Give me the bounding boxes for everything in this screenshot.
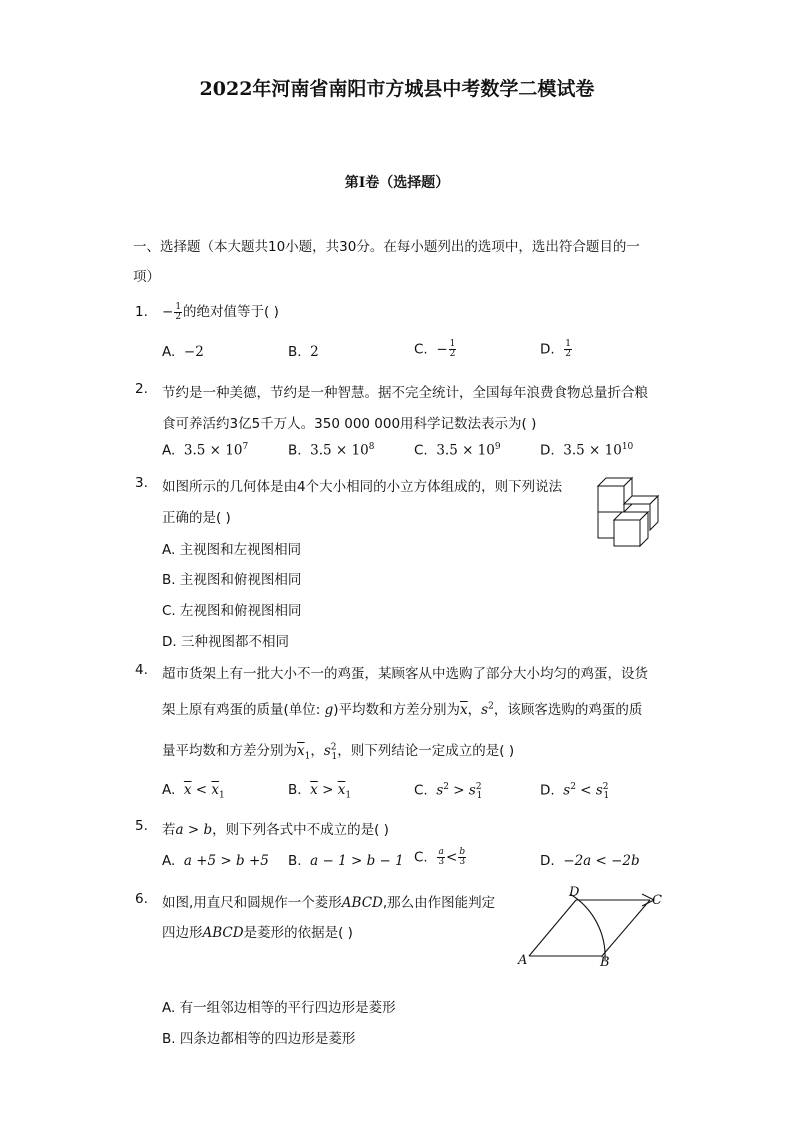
- q5-number: 5.: [135, 818, 148, 834]
- q6-number: 6.: [135, 891, 148, 907]
- q4-option-a[interactable]: A. $\overline{x} < \overline{x}_1$: [162, 782, 225, 801]
- vertex-label-a: A: [518, 953, 528, 968]
- q4-stem-line3: 量平均数和方差分别为$\overline{x}_1$，$s^2_1$，则下列结论一定成立的是( ): [162, 742, 515, 762]
- q6-option-a[interactable]: A. 有一组邻边相等的平行四边形是菱形: [162, 1000, 396, 1016]
- q3-number: 3.: [135, 475, 148, 491]
- page-title: 2022年河南省南阳市方城县中考数学二模试卷: [199, 78, 595, 100]
- q4-option-d[interactable]: D. $s^2 < s^2_1$: [540, 782, 610, 802]
- q4-stem-line2: 架上原有鸡蛋的质量(单位: g)平均数和方差分别为$\overline{x}$，$s^2$，该顾客选购的鸡蛋的质: [162, 701, 643, 718]
- q5-stem: 若a > b，则下列各式中不成立的是( ): [162, 822, 389, 838]
- q3-option-b[interactable]: B. 主视图和俯视图相同: [162, 572, 302, 588]
- q5-option-c[interactable]: C. $\frac{a}{3}$ < $\frac{b}{3}$: [414, 847, 466, 867]
- q1-fraction: $\frac{1}{2}$: [175, 301, 182, 322]
- q2-option-b[interactable]: B. $3.5 \times 10^8$: [288, 442, 375, 459]
- q4-number: 4.: [135, 662, 148, 678]
- q4-stem-line1: 超市货架上有一批大小不一的鸡蛋，某顾客从中选购了部分大小均匀的鸡蛋，设货: [162, 666, 648, 682]
- q5-option-a[interactable]: A. a +5 > b +5: [162, 853, 269, 869]
- q6-stem-line1: 如图,用直尺和圆规作一个菱形ABCD,那么由作图能判定: [162, 895, 496, 911]
- q2-option-c[interactable]: C. $3.5 \times 10^9$: [414, 442, 501, 459]
- section-instruction-line1: 一、选择题（本大题共10小题，共30分。在每小题列出的选项中，选出符合题目的一: [133, 239, 640, 255]
- q4-option-c[interactable]: C. $s^2 > s^2_1$: [414, 782, 483, 802]
- q2-option-d[interactable]: D. $3.5 \times 10^{10}$: [540, 442, 634, 459]
- q1-stem: − $\frac{1}{2}$ 的绝对值等于( ): [162, 301, 279, 322]
- q3-option-d[interactable]: D. 三种视图都不相同: [162, 634, 289, 650]
- q1-option-d[interactable]: D. $\frac{1}{2}$: [540, 339, 572, 359]
- q2-stem-line1: 节约是一种美德，节约是一种智慧。据不完全统计，全国每年浪费食物总量折合粮: [162, 385, 648, 401]
- q3-stem-line1: 如图所示的几何体是由4个大小相同的小立方体组成的，则下列说法: [162, 479, 563, 495]
- q5-option-b[interactable]: B. a − 1 > b − 1: [288, 853, 404, 869]
- q3-option-a[interactable]: A. 主视图和左视图相同: [162, 542, 302, 558]
- q6-stem-line2: 四边形ABCD是菱形的依据是( ): [162, 925, 353, 941]
- vertex-label-d: D: [569, 885, 580, 900]
- rhombus-figure: [514, 884, 664, 970]
- q2-option-a[interactable]: A. $3.5 \times 10^7$: [162, 442, 249, 459]
- vertex-label-c: C: [652, 893, 662, 908]
- volume-heading: 第Ⅰ卷（选择题）: [344, 175, 450, 191]
- vertex-label-b: B: [600, 955, 610, 970]
- q4-option-b[interactable]: B. $\overline{x} > \overline{x}_1$: [288, 782, 352, 801]
- q1-option-c[interactable]: C. − $\frac{1}{2}$: [414, 339, 456, 359]
- q2-number: 2.: [135, 381, 148, 397]
- q1-number: 1.: [135, 304, 148, 320]
- q3-option-c[interactable]: C. 左视图和俯视图相同: [162, 603, 302, 619]
- q1-option-b[interactable]: B. 2: [288, 344, 319, 360]
- q3-stem-line2: 正确的是( ): [162, 510, 231, 526]
- q1-option-a[interactable]: A. −2: [162, 344, 204, 360]
- cubes-figure: [596, 476, 662, 548]
- q6-option-b[interactable]: B. 四条边都相等的四边形是菱形: [162, 1031, 356, 1047]
- q5-option-d[interactable]: D. −2a < −2b: [540, 853, 640, 869]
- q2-stem-line2: 食可养活约3亿5千万人。350 000 000用科学记数法表示为( ): [162, 416, 537, 432]
- section-instruction-line2: 项）: [133, 269, 160, 285]
